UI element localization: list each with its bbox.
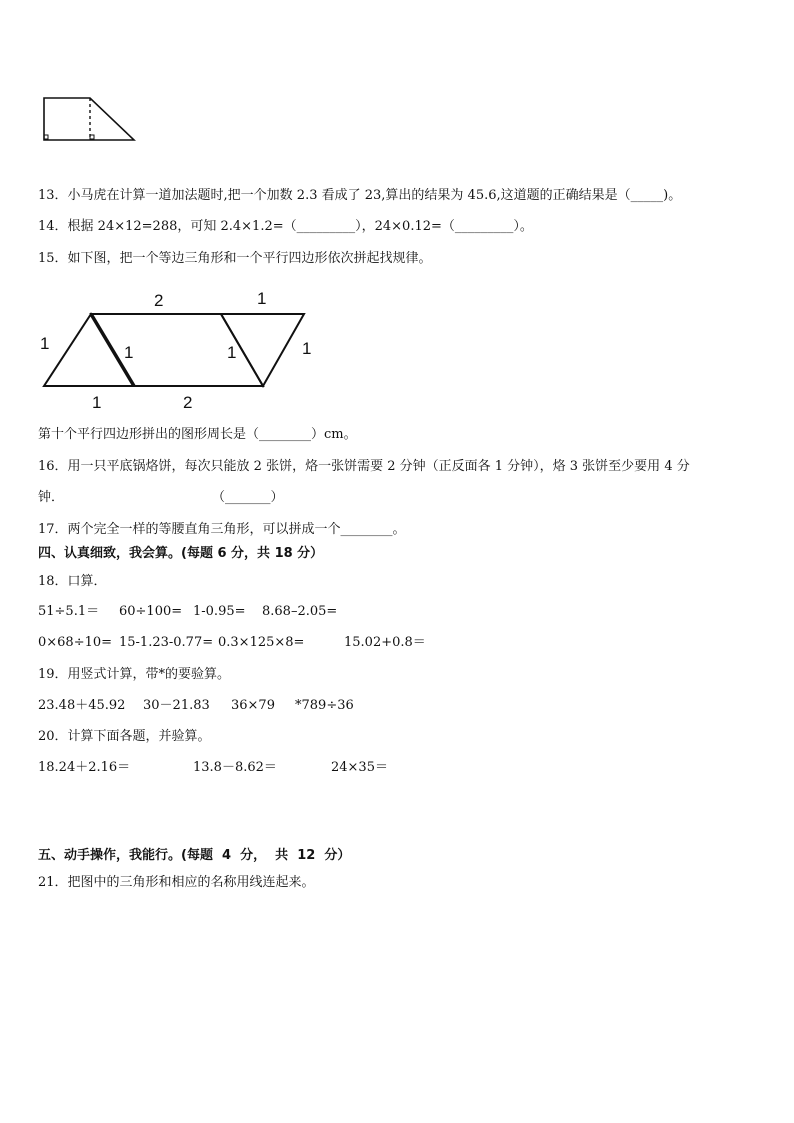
question-15-followup: 第十个平行四边形拼出的图形周长是（________）cm。 [38,427,357,442]
pattern-figure [38,285,338,415]
section-4-title: 四、认真细致，我会算。(每题 6 分，共 18 分） [38,546,324,561]
q18-item: 51÷5.1＝ [38,604,100,619]
question-21: 21．把图中的三角形和相应的名称用线连起来。 [38,875,315,890]
q19-item: 23.48＋45.92 [38,698,126,713]
q19-item: 30－21.83 [143,698,210,713]
figure-label-top-1: 2 [154,291,164,310]
question-16-line-2: 钟． [38,490,65,505]
figure-label-bottom-1: 1 [92,393,102,412]
q18-item: 8.68–2.05= [262,604,338,619]
q20-item: 18.24＋2.16＝ [38,760,131,775]
q19-item: *789÷36 [295,698,354,713]
q18-item: 0×68÷10= [38,635,113,650]
question-18-title: 18．口算． [38,574,107,589]
figure-label-mid-1: 1 [124,343,134,362]
figure-label-top-2: 1 [257,289,267,308]
question-16-line-1: 16．用一只平底锅烙饼，每次只能放 2 张饼，烙一张饼需要 2 分钟（正反面各 1 分钟），烙 3 张饼至少要用 4 分 [38,459,690,474]
figure-label-mid-2: 1 [227,343,237,362]
q18-item: 15-1.23-0.77= [119,635,214,650]
figure-label-left: 1 [40,334,50,353]
question-14: 14．根据 24×12=288，可知 2.4×1.2=（_________），24×0.12=（_________）。 [38,219,533,234]
q18-item: 0.3×125×8= [218,635,305,650]
section-5-title: 五、动手操作，我能行。(每题 4 分， 共 12 分） [38,848,351,863]
q18-item: 60÷100= [119,604,183,619]
question-19-title: 19．用竖式计算，带*的要验算。 [38,667,231,682]
figure-label-bottom-2: 2 [183,393,193,412]
q20-item: 24×35＝ [331,760,388,775]
q20-item: 13.8－8.62＝ [193,760,277,775]
q19-item: 36×79 [231,698,275,713]
figure-label-right: 1 [302,339,312,358]
q18-item: 15.02+0.8＝ [344,635,426,650]
question-15: 15．如下图，把一个等边三角形和一个平行四边形依次拼起找规律。 [38,251,432,266]
trapezoid-figure [38,92,148,152]
question-13: 13．小马虎在计算一道加法题时,把一个加数 2.3 看成了 23,算出的结果为 45.6,这道题的正确结果是（_____)。 [38,188,682,203]
question-17: 17．两个完全一样的等腰直角三角形，可以拼成一个________。 [38,522,406,537]
question-16-answer-blank: （_______） [212,490,284,505]
q18-item: 1-0.95= [193,604,246,619]
question-20-title: 20．计算下面各题，并验算。 [38,729,211,744]
